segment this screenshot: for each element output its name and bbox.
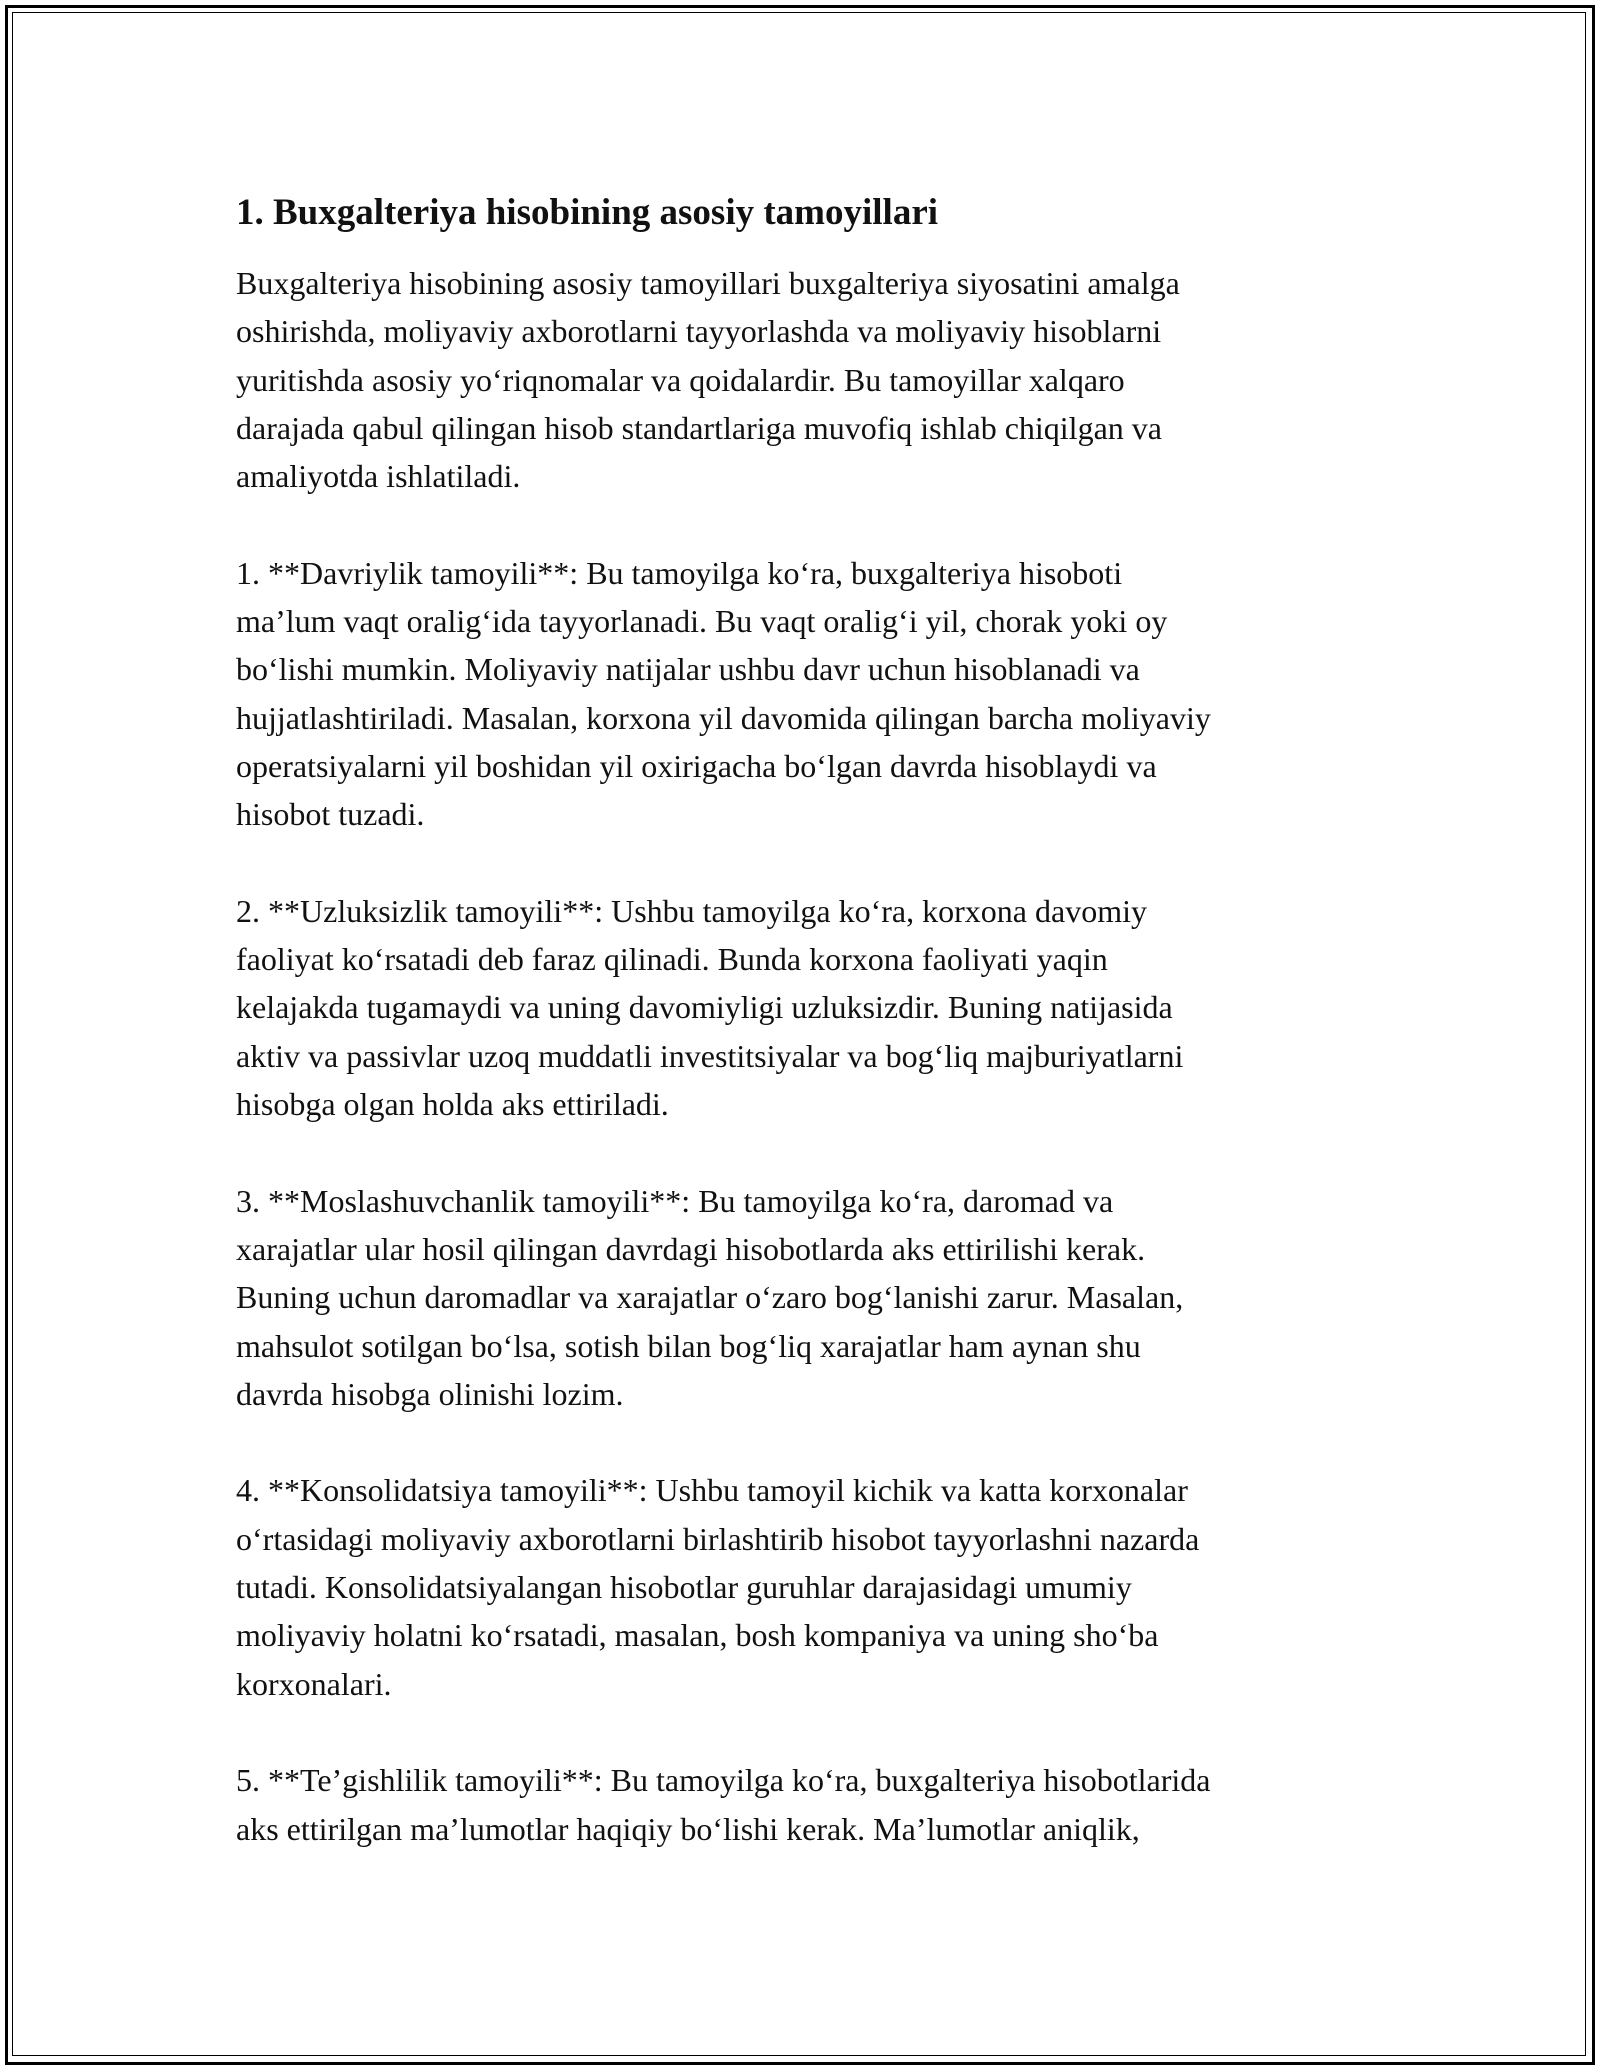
intro-paragraph: Buxgalteriya hisobining asosiy tamoyillari buxgalteriya siyosatini amalga oshirishda, moliyaviy axborotlarni tayyorlashda va moliyaviy hisoblarni yuritishda asosiy yo‘riqnomalar va qoidalardir. Bu tamoyillar xalqaro darajada qabul qilingan hisob standartlariga muvofiq ishlab chiqilgan va amaliyotda ishlatiladi. <box>236 265 1180 495</box>
document-body <box>236 185 1366 1901</box>
principle-periodicity-paragraph: 1. **Davriylik tamoyili**: Bu tamoyilga ko‘ra, buxgalteriya hisoboti ma’lum vaqt oralig‘ida tayyorlanadi. Bu vaqt oralig‘i yil, chorak yoki oy bo‘lishi mumkin. Moliyaviy natijalar ushbu davr uchun hisoblanadi va hujjatlashtiriladi. Masalan, korxona yil davomida qilingan barcha moliyaviy operatsiyalarni yil boshidan yil oxirigacha bo‘lgan davrda hisoblaydi va hisobot tuzadi. <box>236 554 1211 833</box>
principle-relevance-paragraph: 5. **Te’gishlilik tamoyili**: Bu tamoyilga ko‘ra, buxgalteriya hisobotlarida aks ettirilgan ma’lumotlar haqiqiy bo‘lishi kerak. Ma’lumotlar aniqlik, <box>236 1762 1211 1847</box>
document-title: 1. Buxgalteriya hisobining asosiy tamoyillari <box>236 192 939 233</box>
principle-continuity-paragraph: 2. **Uzluksizlik tamoyili**: Ushbu tamoyilga ko‘ra, korxona davomiy faoliyat ko‘rsatadi deb faraz qilinadi. Bunda korxona faoliyati yaqin kelajakda tugamaydi va uning davomiyligi uzluksizdir. Buning natijasida aktiv va passivlar uzoq muddatli investitsiyalar va bog‘liq majburiyatlarni hisobga olgan holda aks ettiriladi. <box>236 892 1184 1123</box>
principle-consolidation-paragraph: 4. **Konsolidatsiya tamoyili**: Ushbu tamoyil kichik va katta korxonalar o‘rtasidagi moliyaviy axborotlarni birlashtirib hisobot tayyorlashni nazarda tutadi. Konsolidatsiyalangan hisobotlar guruhlar darajasidagi umumiy moliyaviy holatni ko‘rsatadi, masalan, bosh kompaniya va uning sho‘ba korxonalari. <box>236 1472 1200 1702</box>
principle-matching-paragraph: 3. **Moslashuvchanlik tamoyili**: Bu tamoyilga ko‘ra, daromad va xarajatlar ular hosil qilingan davrdagi hisobotlarda aks ettirilishi kerak. Buning uchun daromadlar va xarajatlar o‘zaro bog‘lanishi zarur. Masalan, mahsulot sotilgan bo‘lsa, sotish bilan bog‘liq xarajatlar ham aynan shu davrda hisobga olinishi lozim. <box>236 1182 1184 1412</box>
